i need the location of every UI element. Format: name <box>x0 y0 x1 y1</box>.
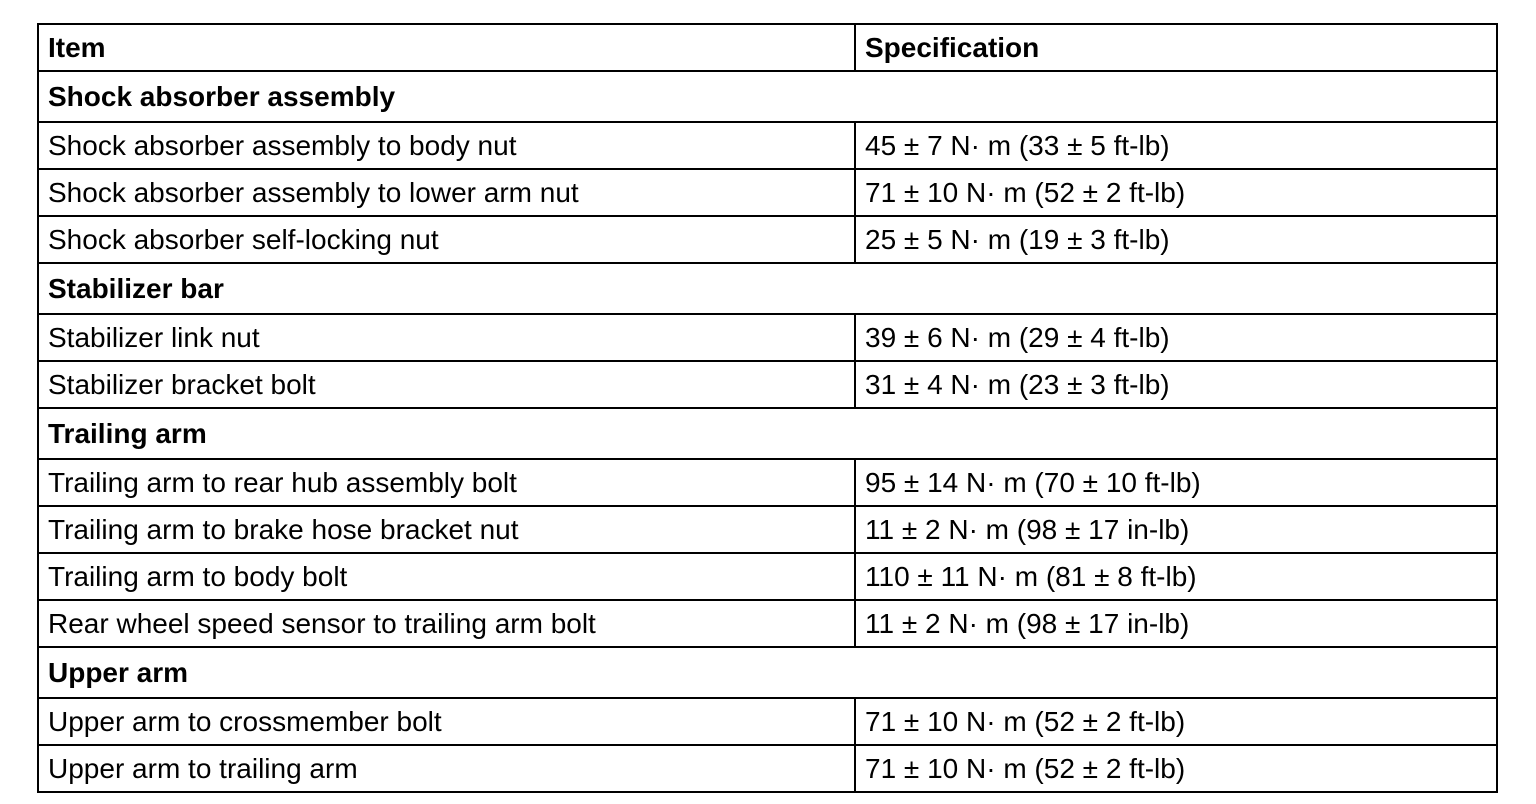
spec-cell: 95 ± 14 N· m (70 ± 10 ft-lb) <box>855 459 1497 506</box>
table-row <box>38 698 1497 745</box>
table-row <box>38 314 1497 361</box>
item-cell: Trailing arm to body bolt <box>38 553 855 600</box>
item-cell: Shock absorber assembly to body nut <box>38 122 855 169</box>
table-row <box>38 122 1497 169</box>
section-title: Trailing arm <box>38 408 1497 459</box>
section-row <box>38 408 1497 459</box>
table-row <box>38 459 1497 506</box>
item-cell: Trailing arm to brake hose bracket nut <box>38 506 855 553</box>
spec-cell: 31 ± 4 N· m (23 ± 3 ft-lb) <box>855 361 1497 408</box>
torque-spec-table <box>37 23 1498 793</box>
spec-cell: 25 ± 5 N· m (19 ± 3 ft-lb) <box>855 216 1497 263</box>
item-cell: Shock absorber assembly to lower arm nut <box>38 169 855 216</box>
table-row <box>38 216 1497 263</box>
section-row <box>38 71 1497 122</box>
table-row <box>38 361 1497 408</box>
spec-cell: 45 ± 7 N· m (33 ± 5 ft-lb) <box>855 122 1497 169</box>
table-row <box>38 745 1497 792</box>
spec-cell: 71 ± 10 N· m (52 ± 2 ft-lb) <box>855 745 1497 792</box>
section-title: Stabilizer bar <box>38 263 1497 314</box>
header-item: Item <box>38 24 855 71</box>
spec-cell: 11 ± 2 N· m (98 ± 17 in-lb) <box>855 600 1497 647</box>
spec-cell: 11 ± 2 N· m (98 ± 17 in-lb) <box>855 506 1497 553</box>
table-row <box>38 600 1497 647</box>
item-cell: Upper arm to crossmember bolt <box>38 698 855 745</box>
item-cell: Stabilizer bracket bolt <box>38 361 855 408</box>
item-cell: Rear wheel speed sensor to trailing arm bolt <box>38 600 855 647</box>
table-header-row <box>38 24 1497 71</box>
header-specification: Specification <box>855 24 1497 71</box>
section-row <box>38 647 1497 698</box>
table-row <box>38 506 1497 553</box>
table-row <box>38 553 1497 600</box>
item-cell: Shock absorber self-locking nut <box>38 216 855 263</box>
spec-cell: 71 ± 10 N· m (52 ± 2 ft-lb) <box>855 169 1497 216</box>
item-cell: Stabilizer link nut <box>38 314 855 361</box>
spec-cell: 39 ± 6 N· m (29 ± 4 ft-lb) <box>855 314 1497 361</box>
item-cell: Trailing arm to rear hub assembly bolt <box>38 459 855 506</box>
section-row <box>38 263 1497 314</box>
item-cell: Upper arm to trailing arm <box>38 745 855 792</box>
section-title: Shock absorber assembly <box>38 71 1497 122</box>
table-row <box>38 169 1497 216</box>
section-title: Upper arm <box>38 647 1497 698</box>
spec-cell: 110 ± 11 N· m (81 ± 8 ft-lb) <box>855 553 1497 600</box>
spec-cell: 71 ± 10 N· m (52 ± 2 ft-lb) <box>855 698 1497 745</box>
